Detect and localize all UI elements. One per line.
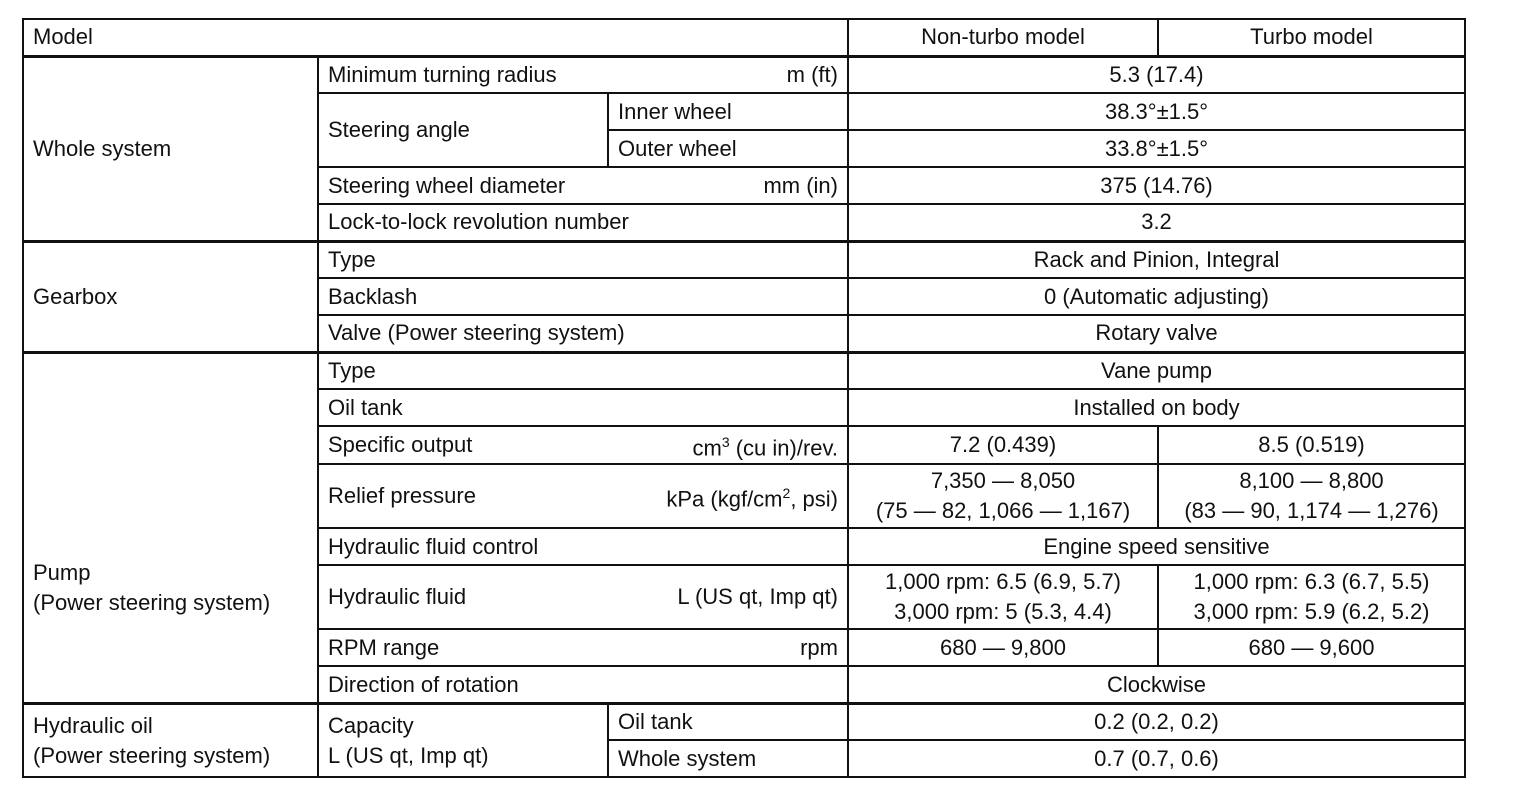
relief-pressure-unit: kPa ($kgf/cm^2$, psi) (666, 485, 838, 512)
capacity-oil-tank-value: 0.2 (0.2, 0.2) (848, 703, 1465, 740)
rpm-range-unit: rpm (800, 634, 838, 660)
item-label (318, 167, 848, 204)
header-row (23, 19, 1465, 56)
group-hydraulic-oil (23, 703, 318, 777)
pump-type-label: Type (318, 352, 848, 389)
valve-label: Valve (Power steering system) (318, 315, 848, 352)
specific-output-turbo: 8.5 (0.519) (1158, 426, 1465, 464)
hydraulic-fluid-label: Hydraulic fluid (328, 584, 467, 610)
capacity-label: Capacity L (US qt, Imp qt) (318, 703, 608, 777)
pump-type-value: Vane pump (848, 352, 1465, 389)
wheel-diameter-label: Steering wheel diameter (328, 172, 566, 198)
relief-pressure-non-turbo: 7,350 — 8,050 (75 — 82, 1,066 — 1,167) (848, 464, 1158, 528)
gearbox-type-value: Rack and Pinion, Integral (848, 241, 1465, 278)
outer-wheel-value: 33.8°±1.5° (848, 130, 1465, 167)
steering-angle-label: Steering angle (318, 93, 608, 167)
turning-radius-unit: m (ft) (786, 61, 838, 87)
capacity-whole-system-value: 0.7 (0.7, 0.6) (848, 740, 1465, 777)
group-pump (23, 352, 318, 703)
relief-pressure-turbo: 8,100 — 8,800 (83 — 90, 1,174 — 1,276) (1158, 464, 1465, 528)
hydraulic-oil-line1: Hydraulic oil (33, 712, 153, 738)
wheel-diameter-unit: mm (in) (763, 172, 838, 198)
specific-output-unit: $cm^3$ (cu in)/rev. (692, 434, 838, 461)
rotation-label: Direction of rotation (318, 666, 848, 703)
outer-wheel-label: Outer wheel (608, 130, 848, 167)
model-header: Model (23, 19, 848, 56)
rpm-range-non-turbo: 680 — 9,800 (848, 629, 1158, 666)
table-row (23, 241, 1465, 278)
capacity-whole-system-label: Whole system (608, 740, 848, 777)
non-turbo-header: Non-turbo model (848, 19, 1158, 56)
hydraulic-fluid-unit: L (US qt, Imp qt) (677, 584, 838, 610)
backlash-label: Backlash (318, 278, 848, 315)
item-label (318, 565, 848, 629)
lock-to-lock-value: 3.2 (848, 204, 1465, 241)
item-label (318, 464, 848, 528)
pump-group-line1: Pump (33, 559, 91, 585)
item-label (318, 56, 848, 93)
turning-radius-value: 5.3 (17.4) (848, 56, 1465, 93)
hydraulic-fluid-non-turbo: 1,000 rpm: 6.5 (6.9, 5.7) 3,000 rpm: 5 (5.3, 4.4) (848, 565, 1158, 629)
oil-tank-value: Installed on body (848, 389, 1465, 426)
lock-to-lock-label: Lock-to-lock revolution number (318, 204, 848, 241)
steering-spec-table (22, 18, 1466, 778)
table-row (23, 352, 1465, 389)
rpm-range-turbo: 680 — 9,600 (1158, 629, 1465, 666)
turning-radius-label: Minimum turning radius (328, 61, 557, 87)
hydraulic-oil-line2: (Power steering system) (33, 742, 271, 768)
valve-value: Rotary valve (848, 315, 1465, 352)
rpm-range-label: RPM range (328, 634, 440, 660)
rotation-value: Clockwise (848, 666, 1465, 703)
inner-wheel-label: Inner wheel (608, 93, 848, 130)
wheel-diameter-value: 375 (14.76) (848, 167, 1465, 204)
specific-output-label: Specific output (328, 432, 473, 458)
fluid-control-label: Hydraulic fluid control (318, 528, 848, 565)
hydraulic-fluid-turbo: 1,000 rpm: 6.3 (6.7, 5.5) 3,000 rpm: 5.9 (6.2, 5.2) (1158, 565, 1465, 629)
turbo-header: Turbo model (1158, 19, 1465, 56)
fluid-control-value: Engine speed sensitive (848, 528, 1465, 565)
group-whole-system: Whole system (23, 56, 318, 241)
group-gearbox: Gearbox (23, 241, 318, 352)
specific-output-non-turbo: 7.2 (0.439) (848, 426, 1158, 464)
backlash-value: 0 (Automatic adjusting) (848, 278, 1465, 315)
item-label (318, 426, 848, 464)
relief-pressure-label: Relief pressure (328, 483, 476, 509)
item-label (318, 629, 848, 666)
inner-wheel-value: 38.3°±1.5° (848, 93, 1465, 130)
pump-group-line2: (Power steering system) (33, 589, 271, 615)
table-row (23, 56, 1465, 93)
gearbox-type-label: Type (318, 241, 848, 278)
table-row (23, 703, 1465, 740)
oil-tank-label: Oil tank (318, 389, 848, 426)
capacity-oil-tank-label: Oil tank (608, 703, 848, 740)
